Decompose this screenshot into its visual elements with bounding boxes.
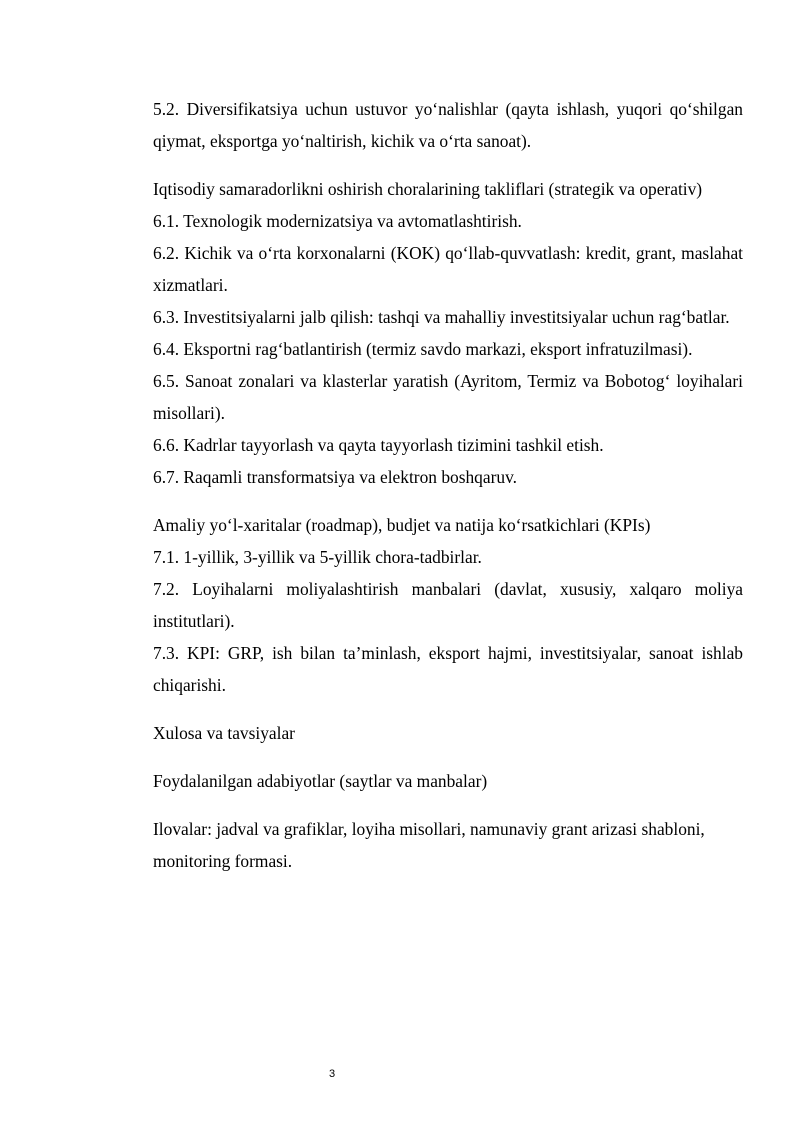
item-6-7: 6.7. Raqamli transformatsiya va elektron boshqaruv. <box>153 467 517 487</box>
item-6-3: 6.3. Investitsiyalarni jalb qilish: tashqi va mahalliy investitsiyalar uchun rag‘batlar. <box>153 307 730 327</box>
item-6-5: 6.5. Sanoat zonalari va klasterlar yaratish (Ayritom, Termiz va Bobotog‘ loyihalari misollari). <box>153 371 743 423</box>
item-6-4: 6.4. Eksportni rag‘batlantirish (termiz savdo markazi, eksport infratuzilmasi). <box>153 339 693 359</box>
item-7-3: 7.3. KPI: GRP, ish bilan ta’minlash, eksport hajmi, investitsiyalar, sanoat ishlab chiqarishi. <box>153 643 743 695</box>
item-6-2: 6.2. Kichik va o‘rta korxonalarni (KOK) qo‘llab-quvvatlash: kredit, grant, maslahat xizmatlari. <box>153 243 743 295</box>
page-content <box>153 93 743 877</box>
paragraph-5-2: 5.2. Diversifikatsiya uchun ustuvor yo‘nalishlar (qayta ishlash, yuqori qo‘shilgan qiymat, eksportga yo‘naltirish, kichik va o‘rta sanoat). <box>153 99 743 151</box>
heading-conclusion: Xulosa va tavsiyalar <box>153 723 295 743</box>
heading-efficiency-proposals: Iqtisodiy samaradorlikni oshirish choralarining takliflari (strategik va operativ) <box>153 179 703 199</box>
heading-references: Foydalanilgan adabiyotlar (saytlar va manbalar) <box>153 771 488 791</box>
heading-appendices: Ilovalar: jadval va grafiklar, loyiha misollari, namunaviy grant arizasi shabloni, monitoring formasi. <box>153 819 705 871</box>
heading-roadmaps: Amaliy yo‘l-xaritalar (roadmap), budjet va natija ko‘rsatkichlari (KPIs) <box>153 515 651 535</box>
item-6-1: 6.1. Texnologik modernizatsiya va avtomatlashtirish. <box>153 211 522 231</box>
item-7-2: 7.2. Loyihalarni moliyalashtirish manbalari (davlat, xususiy, xalqaro moliya institutlari). <box>153 579 743 631</box>
page-number: 3 <box>328 1068 336 1080</box>
item-7-1: 7.1. 1-yillik, 3-yillik va 5-yillik chora-tadbirlar. <box>153 547 482 567</box>
item-6-6: 6.6. Kadrlar tayyorlash va qayta tayyorlash tizimini tashkil etish. <box>153 435 604 455</box>
